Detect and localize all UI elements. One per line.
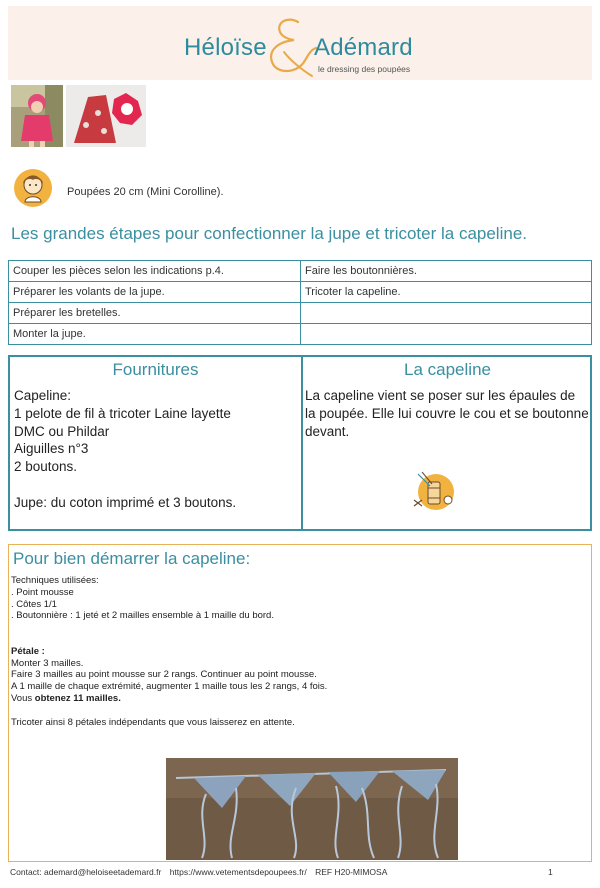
petale-label: Pétale : (11, 645, 45, 657)
fournitures-title: Fournitures (112, 360, 199, 379)
doll-face-icon (13, 168, 53, 208)
petale-line: A 1 maille de chaque extrémité, augmenter 1 maille tous les 2 rangs, 4 fois. (11, 681, 328, 693)
step-cell: Préparer les bretelles. (9, 303, 301, 324)
fournitures-line: 2 boutons. (14, 459, 78, 475)
table-row (9, 261, 592, 282)
fournitures-line: Capeline: (14, 388, 72, 403)
petale-result: Vous obtenez 11 mailles. (11, 692, 121, 704)
garment-photo (66, 85, 146, 147)
supplies-box (8, 355, 592, 531)
column-divider (301, 357, 303, 529)
capeline-description: La capeline vient se poser sur les épaules de la poupée. Elle lui couvre le cou et se boutonne devant. (305, 388, 589, 439)
doll-photo (11, 85, 63, 147)
step-cell (301, 324, 592, 345)
technique-item: . Point mousse (11, 586, 74, 598)
table-row (9, 324, 592, 345)
brand-logo[interactable] (184, 20, 434, 76)
page-number: 1 (548, 867, 553, 877)
table-row (9, 303, 592, 324)
technique-item: . Côtes 1/1 (11, 598, 57, 610)
brand-tagline: le dressing des poupées (318, 64, 411, 74)
fournitures-list (14, 387, 236, 512)
brand-name-ademard: Adémard (314, 34, 413, 61)
start-instructions-text (11, 575, 327, 728)
capeline-title: La capeline (404, 360, 491, 379)
fournitures-line (14, 476, 236, 494)
header-banner (8, 6, 592, 80)
knitted-petals-photo (166, 758, 458, 860)
fournitures-line: DMC ou Phildar (14, 423, 110, 439)
page-title: Les grandes étapes pour confectionner la jupe et tricoter la capeline. (11, 224, 527, 243)
table-row (9, 282, 592, 303)
footer (10, 867, 590, 877)
step-cell (301, 303, 592, 324)
technique-item: . Boutonnière : 1 jeté et 2 mailles ensemble à 1 maille du bord. (11, 610, 274, 622)
sewing-kit-icon (410, 470, 458, 514)
steps-table (8, 260, 592, 345)
step-cell: Préparer les volants de la jupe. (9, 282, 301, 303)
petale-line: Monter 3 mailles. (11, 657, 84, 669)
fournitures-line: 1 pelote de fil à tricoter Laine layette (14, 405, 231, 421)
step-cell: Tricoter la capeline. (301, 282, 592, 303)
start-title: Pour bien démarrer la capeline: (13, 549, 251, 568)
fournitures-line: Jupe: du coton imprimé et 3 boutons. (14, 494, 237, 510)
step-cell: Faire les boutonnières. (301, 261, 592, 282)
website-link[interactable]: https://www.vetementsdepoupees.fr/ (169, 867, 307, 877)
contact-email[interactable]: Contact: ademard@heloiseetademard.fr (10, 867, 162, 877)
brand-name-heloise: Héloïse (184, 34, 267, 61)
ampersand-logo-icon (260, 16, 320, 78)
fournitures-line: Aiguilles n°3 (14, 441, 89, 457)
step-cell: Couper les pièces selon les indications p.4. (9, 261, 301, 282)
petale-line: Faire 3 mailles au point mousse sur 2 rangs. Continuer au point mousse. (11, 669, 317, 681)
reference-code: REF H20-MIMOSA (315, 867, 388, 877)
final-instruction: Tricoter ainsi 8 pétales indépendants que vous laisserez en attente. (11, 716, 295, 728)
step-cell: Monter la jupe. (9, 324, 301, 345)
techniques-label: Techniques utilisées: (11, 575, 99, 586)
doll-size-text: Poupées 20 cm (Mini Corolline). (67, 186, 224, 198)
